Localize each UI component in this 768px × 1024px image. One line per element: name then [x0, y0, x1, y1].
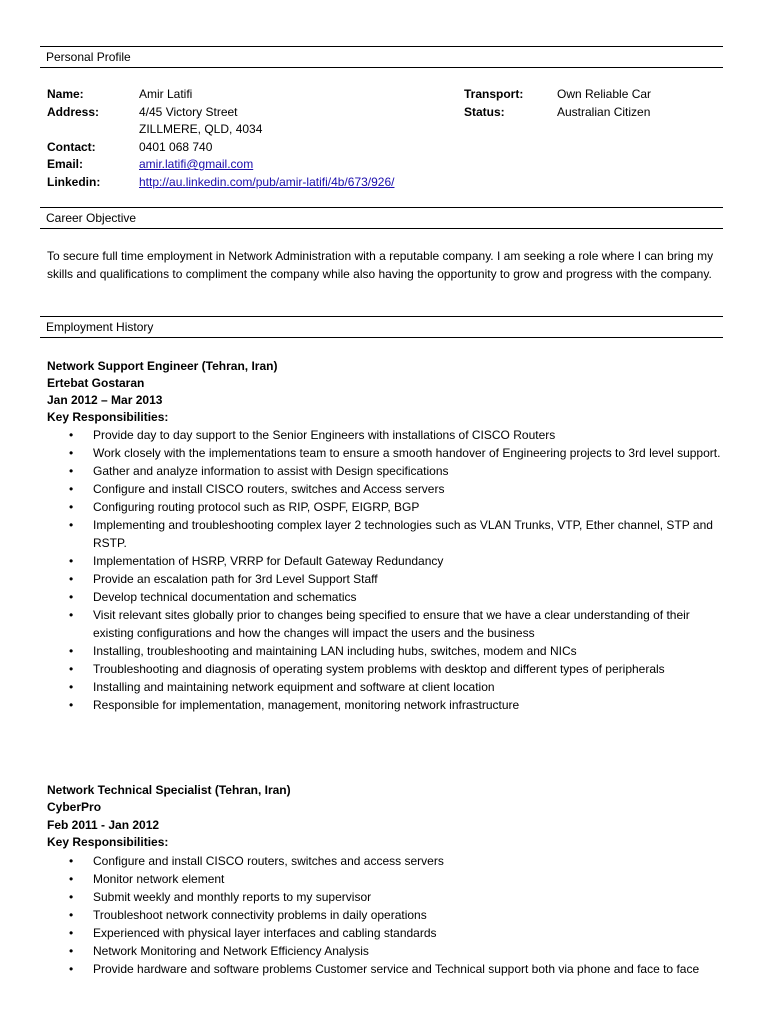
- bullet-icon: •: [69, 464, 74, 478]
- list-item: • Responsible for implementation, management, monitoring network infrastructure: [69, 698, 520, 712]
- career-objective-header: [40, 207, 723, 229]
- job-responsibilities-label: Key Responsibilities:: [47, 835, 169, 849]
- list-item: • Implementing and troubleshooting complex layer 2 technologies such as VLAN Trunks, VTP, Ether channel, STP and RSTP.: [69, 518, 713, 550]
- bullet-icon: •: [69, 872, 74, 886]
- list-item: • Work closely with the implementations team to ensure a smooth handover of Engineering projects to 3rd level support.: [69, 446, 721, 460]
- list-item: • Provide hardware and software problems Customer service and Technical support both via phone and face to face: [69, 962, 700, 976]
- job-title: Network Support Engineer (Tehran, Iran): [47, 359, 278, 373]
- section-title-employment-history: Employment History: [46, 320, 154, 334]
- email-row: [0, 156, 768, 172]
- email-link[interactable]: amir.latifi@gmail.com: [139, 157, 254, 171]
- section-title-personal-profile: Personal Profile: [46, 50, 131, 64]
- linkedin-label: Linkedin:: [47, 175, 101, 189]
- bullet-icon: •: [69, 590, 74, 604]
- bullet-icon: •: [69, 518, 74, 532]
- list-item: • Submit weekly and monthly reports to my supervisor: [69, 890, 372, 904]
- list-item: • Network Monitoring and Network Efficiency Analysis: [69, 944, 369, 958]
- job-responsibilities-list: [47, 852, 723, 978]
- contact-label: Contact:: [47, 140, 96, 154]
- contact-value: 0401 068 740: [139, 140, 213, 154]
- list-item: • Configuring routing protocol such as RIP, OSPF, EIGRP, BGP: [69, 500, 420, 514]
- address-row: [0, 104, 768, 120]
- personal-profile-header: [40, 46, 723, 68]
- name-label: Name:: [47, 87, 84, 101]
- name-row: [0, 86, 768, 102]
- bullet-icon: •: [69, 662, 74, 676]
- address-label: Address:: [47, 105, 100, 119]
- bullet-icon: •: [69, 890, 74, 904]
- career-objective-text: To secure full time employment in Network Administration with a reputable company. I am seeking a role where I can bring my skills and qualifications to compliment the company while also having the opportunity to grow and progress with the company.: [47, 249, 714, 281]
- job-company: CyberPro: [47, 800, 102, 814]
- job-dates: Jan 2012 – Mar 2013: [47, 393, 163, 407]
- bullet-icon: •: [69, 962, 74, 976]
- list-item: • Visit relevant sites globally prior to changes being specified to ensure that we have a clear understanding of their existing configurations and how the changes will impact the users and the business: [69, 608, 690, 640]
- list-item: • Installing and maintaining network equipment and software at client location: [69, 680, 495, 694]
- status-value: Australian Citizen: [557, 105, 651, 119]
- list-item: • Gather and analyze information to assist with Design specifications: [69, 464, 449, 478]
- transport-value: Own Reliable Car: [557, 87, 652, 101]
- job-title: Network Technical Specialist (Tehran, Iran): [47, 783, 291, 797]
- bullet-icon: •: [69, 428, 74, 442]
- job-responsibilities-list: [47, 426, 723, 714]
- address-line1: 4/45 Victory Street: [139, 105, 238, 119]
- bullet-icon: •: [69, 446, 74, 460]
- bullet-icon: •: [69, 680, 74, 694]
- address-row-2: [0, 121, 768, 137]
- bullet-icon: •: [69, 572, 74, 586]
- list-item: • Implementation of HSRP, VRRP for Default Gateway Redundancy: [69, 554, 444, 568]
- linkedin-link[interactable]: http://au.linkedin.com/pub/amir-latifi/4b/673/926/: [139, 175, 395, 189]
- bullet-icon: •: [69, 500, 74, 514]
- job-company: Ertebat Gostaran: [47, 376, 145, 390]
- name-value: Amir Latifi: [139, 87, 193, 101]
- list-item: • Experienced with physical layer interfaces and cabling standards: [69, 926, 437, 940]
- section-title-career-objective: Career Objective: [46, 211, 137, 225]
- list-item: • Configure and install CISCO routers, switches and access servers: [69, 854, 444, 868]
- bullet-icon: •: [69, 554, 74, 568]
- bullet-icon: •: [69, 482, 74, 496]
- job-dates: Feb 2011 - Jan 2012: [47, 818, 160, 832]
- list-item: • Troubleshooting and diagnosis of operating system problems with desktop and different types of peripherals: [69, 662, 665, 676]
- bullet-icon: •: [69, 644, 74, 658]
- transport-label: Transport:: [464, 87, 524, 101]
- list-item: • Installing, troubleshooting and maintaining LAN including hubs, switches, modem and NICs: [69, 644, 577, 658]
- list-item: • Provide an escalation path for 3rd Level Support Staff: [69, 572, 378, 586]
- bullet-icon: •: [69, 926, 74, 940]
- list-item: • Monitor network element: [69, 872, 225, 886]
- linkedin-row: [0, 174, 768, 190]
- employment-history-header: [40, 316, 723, 338]
- job-responsibilities-label: Key Responsibilities:: [47, 410, 169, 424]
- address-line2: ZILLMERE, QLD, 4034: [139, 122, 263, 136]
- bullet-icon: •: [69, 608, 74, 622]
- bullet-icon: •: [69, 908, 74, 922]
- status-label: Status:: [464, 105, 505, 119]
- list-item: • Provide day to day support to the Senior Engineers with installations of CISCO Routers: [69, 428, 556, 442]
- bullet-icon: •: [69, 698, 74, 712]
- contact-row: [0, 139, 768, 155]
- list-item: • Configure and install CISCO routers, switches and Access servers: [69, 482, 445, 496]
- bullet-icon: •: [69, 854, 74, 868]
- list-item: • Troubleshoot network connectivity problems in daily operations: [69, 908, 427, 922]
- bullet-icon: •: [69, 944, 74, 958]
- list-item: • Develop technical documentation and schematics: [69, 590, 357, 604]
- email-label: Email:: [47, 157, 84, 171]
